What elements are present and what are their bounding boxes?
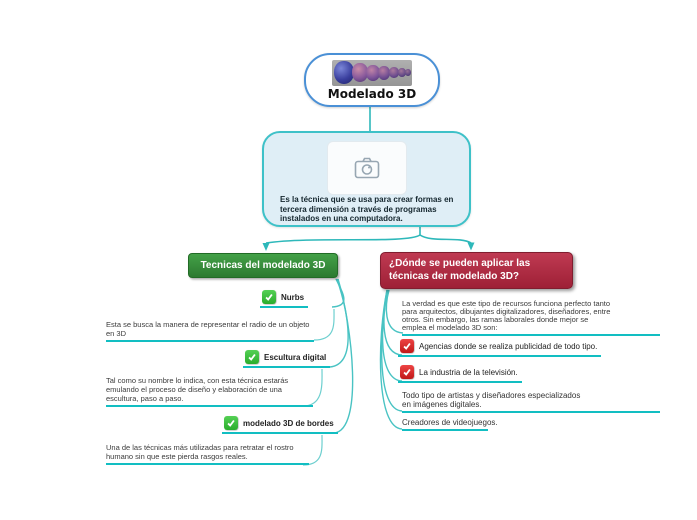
item-label: La industria de la televisión. (419, 367, 518, 377)
left-item-nurbs[interactable] (260, 290, 308, 308)
root-node-title: Modelado 3D (327, 86, 417, 101)
right-item-television[interactable] (398, 365, 522, 383)
item-label: Agencias donde se realiza publicidad de todo tipo. (419, 341, 598, 351)
left-item-escultura[interactable] (243, 350, 330, 368)
right-branch-node[interactable] (380, 252, 573, 289)
right-item-videojuegos[interactable]: Creadores de videojuegos. (402, 418, 488, 431)
item-label: modelado 3D de bordes (243, 418, 334, 428)
checkbox-checked-icon[interactable] (224, 416, 238, 430)
left-item-bordes-description[interactable]: Una de las técnicas más utilizadas para retratar el rostro humano sin que este pierda rasgos reales. (106, 443, 309, 465)
item-label: Escultura digital (264, 352, 327, 362)
left-item-escultura-description[interactable]: Tal como su nombre lo indica, con esta técnica estarás emulando el proceso de diseño y elaboración de una escultura, paso a paso. (106, 376, 313, 407)
intro-node-text: Es la técnica que se usa para crear formas en tercera dimensión a través de programas instalados en una computadora. (280, 195, 454, 223)
checkbox-checked-icon[interactable] (245, 350, 259, 364)
photo-placeholder (327, 141, 407, 195)
right-branch-title: ¿Dónde se pueden aplicar las técnicas der modelado 3D? (389, 258, 531, 282)
right-item-agencias[interactable] (398, 339, 601, 357)
right-branch-intro[interactable]: La verdad es que este tipo de recursos funciona perfecto tanto para arquitectos, dibujantes digitalizadores, diseñadores, entre otros. Sin embargo, las ramas laborales donde mejor se emplea el modelado 3D son: (402, 300, 660, 336)
right-item-artistas[interactable]: Todo tipo de artistas y diseñadores especializados en imágenes digitales. (402, 391, 660, 413)
arrow-down-icon (263, 243, 270, 251)
head-shape (334, 61, 354, 84)
camera-icon (354, 157, 380, 179)
intro-node[interactable] (262, 131, 471, 227)
checkbox-checked-icon[interactable] (262, 290, 276, 304)
arrow-down-icon (468, 243, 475, 251)
item-label: Nurbs (281, 292, 305, 302)
checkbox-checked-icon[interactable] (400, 365, 414, 379)
left-branch-node[interactable] (188, 253, 338, 278)
left-item-bordes[interactable] (222, 416, 338, 434)
checkbox-checked-icon[interactable] (400, 339, 414, 353)
left-branch-title: Tecnicas del modelado 3D (200, 260, 326, 271)
root-node[interactable] (304, 53, 440, 107)
3d-heads-sequence-image (332, 60, 412, 86)
left-item-nurbs-description[interactable]: Esta se busca la manera de representar el radio de un objeto en 3D (106, 320, 314, 342)
head-shape (405, 69, 411, 76)
